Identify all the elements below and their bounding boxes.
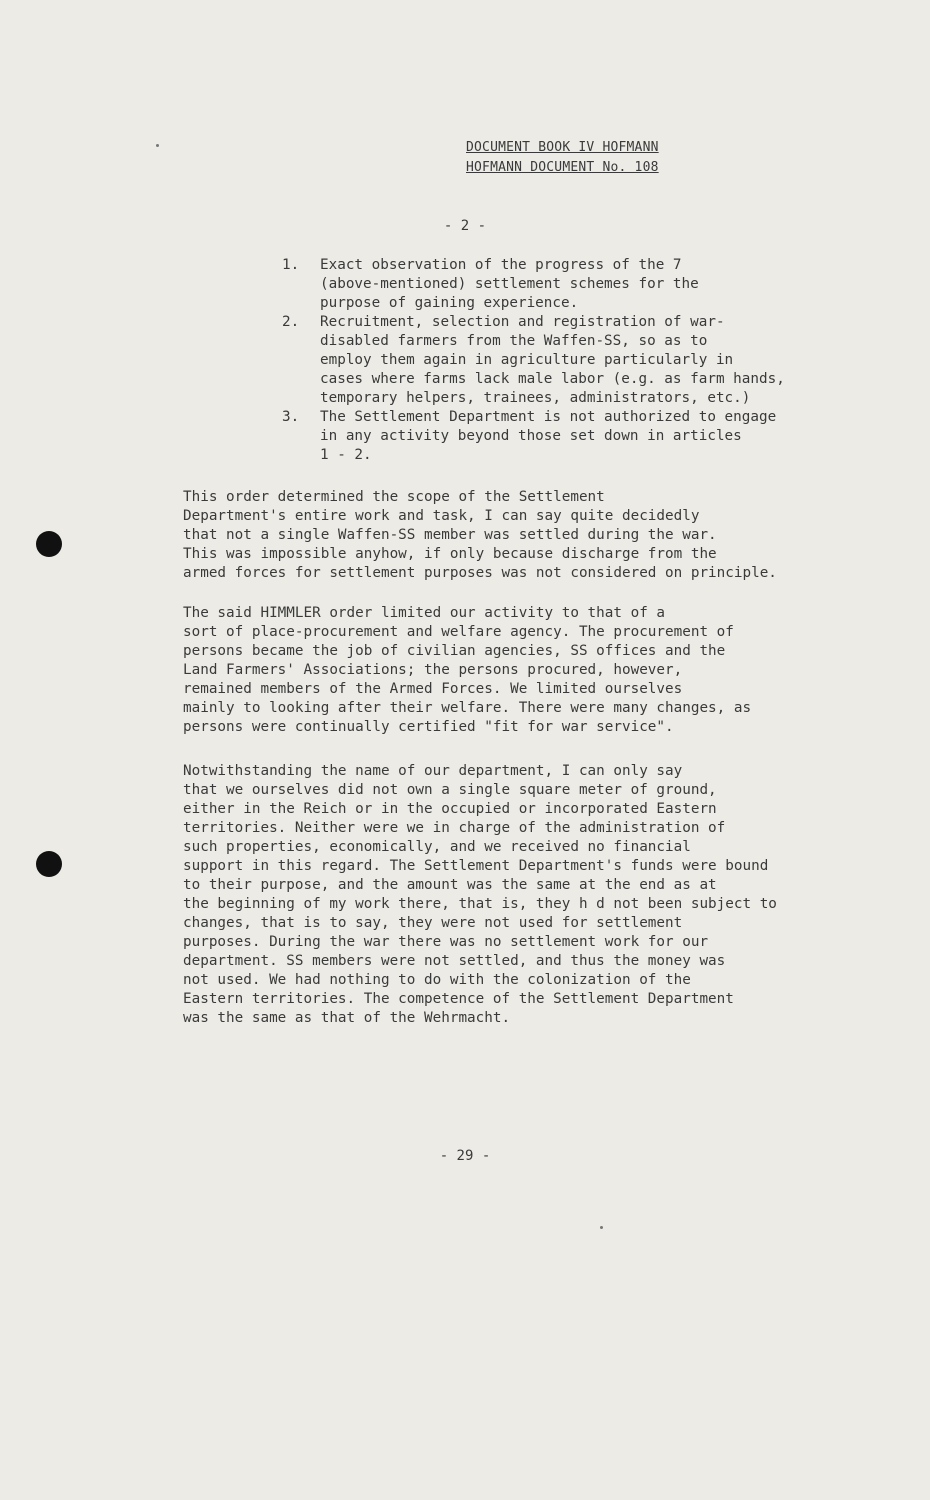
header-line-1: DOCUMENT BOOK IV HOFMANN — [466, 140, 659, 155]
paragraph-himmler-order: The said HIMMLER order limited our activity to that of a sort of place-procurement and welfare agency. The procurement of persons became the job of civilian agencies, SS offices and the Land Farmers' Associations; the persons procured, however, remained members of the Armed Forces. We limited ourselves mainly to looking after their welfare. There were many changes, as persons were continually certified "fit for war service". — [183, 605, 752, 735]
list-item — [282, 313, 842, 408]
list-item — [282, 408, 842, 465]
punch-hole — [36, 851, 62, 877]
header-line-2: HOFMANN DOCUMENT No. 108 — [466, 160, 659, 175]
list-item-number: 2. — [282, 314, 300, 330]
list-item-text: Recruitment, selection and registration of war- disabled farmers from the Waffen-SS, so as to employ them again in agriculture particularly in cases where farms lack male labor (e.g. as farm hands, temporary helpers, trainees, administrators, etc.) — [320, 314, 785, 406]
paper-speck — [600, 1226, 603, 1229]
paper-speck — [156, 144, 159, 147]
paragraph-department-name: Notwithstanding the name of our department, I can only say that we ourselves did not own a single square meter of ground, either in the Reich or in the occupied or incorporated Eastern territories. Neither were we in charge of the administration of such properties, economically, and we received no financial support in this regard. The Settlement Department's funds were bound to their purpose, and the amount was the same at the end as at the beginning of my work there, that is, they h d not been subject to changes, that is to say, they were not used for settlement purposes. During the war there was no settlement work for our department. SS members were not settled, and thus the money was not used. We had nothing to do with the colonization of the Eastern territories. The competence of the Settlement Department was the same as that of the Wehrmacht. — [183, 763, 777, 1026]
list-item — [282, 256, 842, 313]
document-header — [466, 138, 659, 178]
list-item-text: Exact observation of the progress of the 7 (above-mentioned) settlement schemes for the purpose of gaining experience. — [320, 257, 699, 311]
paragraph-scope: This order determined the scope of the Settlement Department's entire work and task, I can say quite decidedly that not a single Waffen-SS member was settled during the war. This was impossible anyhow, if only because discharge from the armed forces for settlement purposes was not considered on principle. — [183, 489, 777, 581]
page-number-top: - 2 - — [443, 218, 487, 234]
list-item-number: 3. — [282, 409, 300, 425]
numbered-list — [282, 256, 842, 465]
list-item-number: 1. — [282, 257, 300, 273]
punch-hole — [36, 531, 62, 557]
list-item-text: The Settlement Department is not authorized to engage in any activity beyond those set down in articles 1 - 2. — [320, 409, 777, 463]
page-number-bottom: - 29 - — [439, 1148, 491, 1164]
